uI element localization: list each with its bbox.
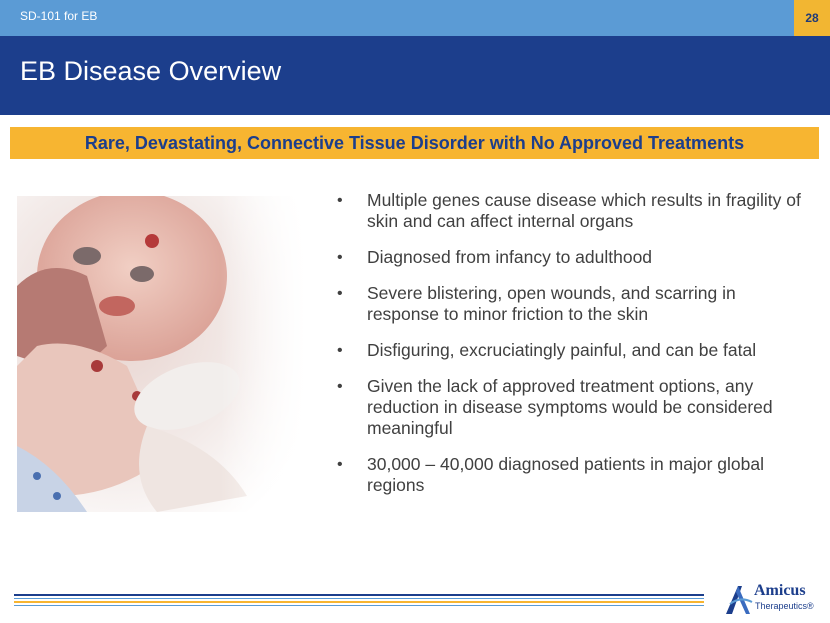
bullet-item: • 30,000 – 40,000 diagnosed patients in major global regions	[335, 454, 805, 496]
amicus-logo-icon	[724, 582, 754, 616]
top-bar	[0, 0, 830, 36]
bullet-item: • Given the lack of approved treatment options, any reduction in disease symptoms would be considered meaningful	[335, 376, 805, 439]
deck-label: SD-101 for EB	[20, 9, 98, 23]
bullet-item: • Multiple genes cause disease which results in fragility of skin and can affect internal organs	[335, 190, 805, 232]
subtitle-banner	[10, 127, 819, 159]
company-logo	[724, 582, 824, 618]
footer-rule	[14, 594, 704, 608]
page-number: 28	[794, 0, 830, 36]
bullet-item: • Severe blistering, open wounds, and scarring in response to minor friction to the skin	[335, 283, 805, 325]
slide-title: EB Disease Overview	[20, 56, 282, 86]
bullet-item: • Disfiguring, excruciatingly painful, and can be fatal	[335, 340, 805, 361]
bullet-item: • Diagnosed from infancy to adulthood	[335, 247, 805, 268]
banner-text: Rare, Devastating, Connective Tissue Disorder with No Approved Treatments	[84, 132, 745, 153]
title-bar	[0, 36, 830, 115]
patient-photo	[17, 196, 307, 512]
logo-subtitle: Therapeutics®	[755, 601, 814, 611]
logo-name: Amicus	[754, 582, 806, 599]
bullet-list	[335, 190, 805, 511]
